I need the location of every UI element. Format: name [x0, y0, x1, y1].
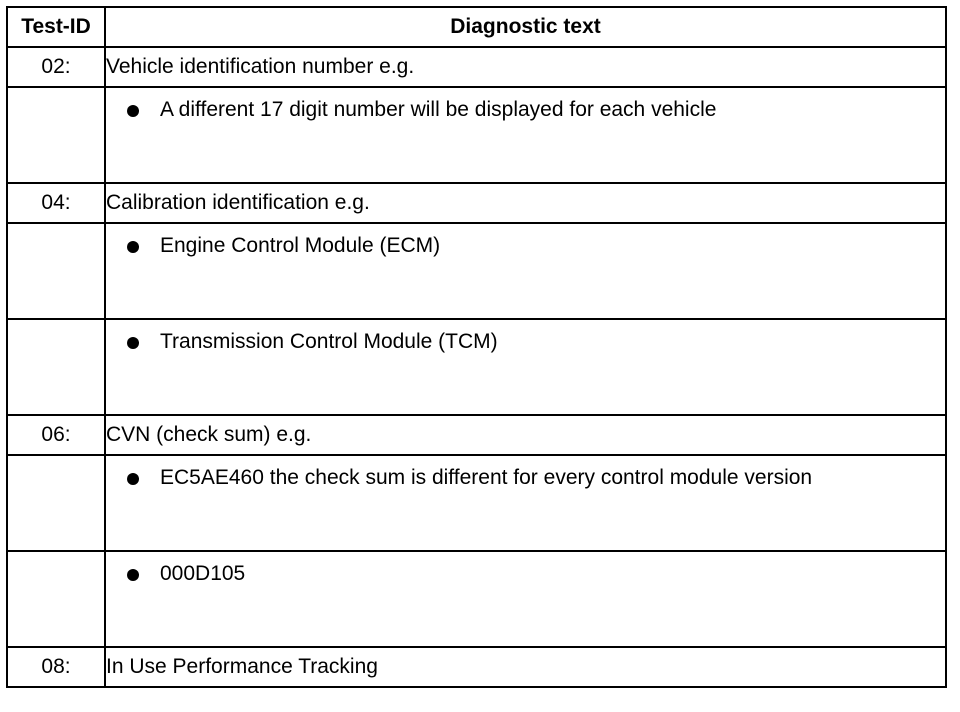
diagnostic-bullet-cell — [105, 87, 946, 183]
bullet-icon — [127, 337, 139, 349]
test-id-cell: 06: — [7, 415, 105, 455]
diagnostic-bullet-cell — [105, 223, 946, 319]
table-row — [7, 551, 946, 647]
bullet-item — [106, 98, 945, 122]
test-id-cell: 02: — [7, 47, 105, 87]
test-id-cell — [7, 87, 105, 183]
bullet-text: EC5AE460 the check sum is different for every control module version — [160, 466, 813, 489]
diagnostic-heading: Calibration identification e.g. — [105, 183, 946, 223]
diagnostic-bullet-cell — [105, 319, 946, 415]
table-row — [7, 223, 946, 319]
test-id-cell: 04: — [7, 183, 105, 223]
diagnostic-bullet-cell — [105, 455, 946, 551]
bullet-icon — [127, 105, 139, 117]
bullet-text: Transmission Control Module (TCM) — [160, 330, 498, 353]
test-id-cell: 08: — [7, 647, 105, 687]
table-row — [7, 183, 946, 223]
table-row — [7, 647, 946, 687]
table-row — [7, 319, 946, 415]
bullet-text: 000D105 — [160, 562, 246, 585]
bullet-item — [106, 466, 945, 490]
header-test-id: Test-ID — [7, 7, 105, 47]
diagnostic-heading: Vehicle identification number e.g. — [105, 47, 946, 87]
test-id-cell — [7, 455, 105, 551]
bullet-text: A different 17 digit number will be displayed for each vehicle — [160, 98, 717, 121]
table-row — [7, 47, 946, 87]
table-row — [7, 415, 946, 455]
bullet-icon — [127, 569, 139, 581]
test-id-cell — [7, 319, 105, 415]
table-row — [7, 87, 946, 183]
bullet-icon — [127, 241, 139, 253]
bullet-item — [106, 234, 945, 258]
diagnostic-bullet-cell — [105, 551, 946, 647]
test-id-cell — [7, 223, 105, 319]
bullet-icon — [127, 473, 139, 485]
bullet-text: Engine Control Module (ECM) — [160, 234, 441, 257]
table-row — [7, 455, 946, 551]
diagnostic-table — [6, 6, 947, 688]
diagnostic-heading: CVN (check sum) e.g. — [105, 415, 946, 455]
test-id-cell — [7, 551, 105, 647]
bullet-item — [106, 330, 945, 354]
header-diagnostic-text: Diagnostic text — [105, 7, 946, 47]
bullet-item — [106, 562, 945, 586]
table-header-row — [7, 7, 946, 47]
diagnostic-heading: In Use Performance Tracking — [105, 647, 946, 687]
